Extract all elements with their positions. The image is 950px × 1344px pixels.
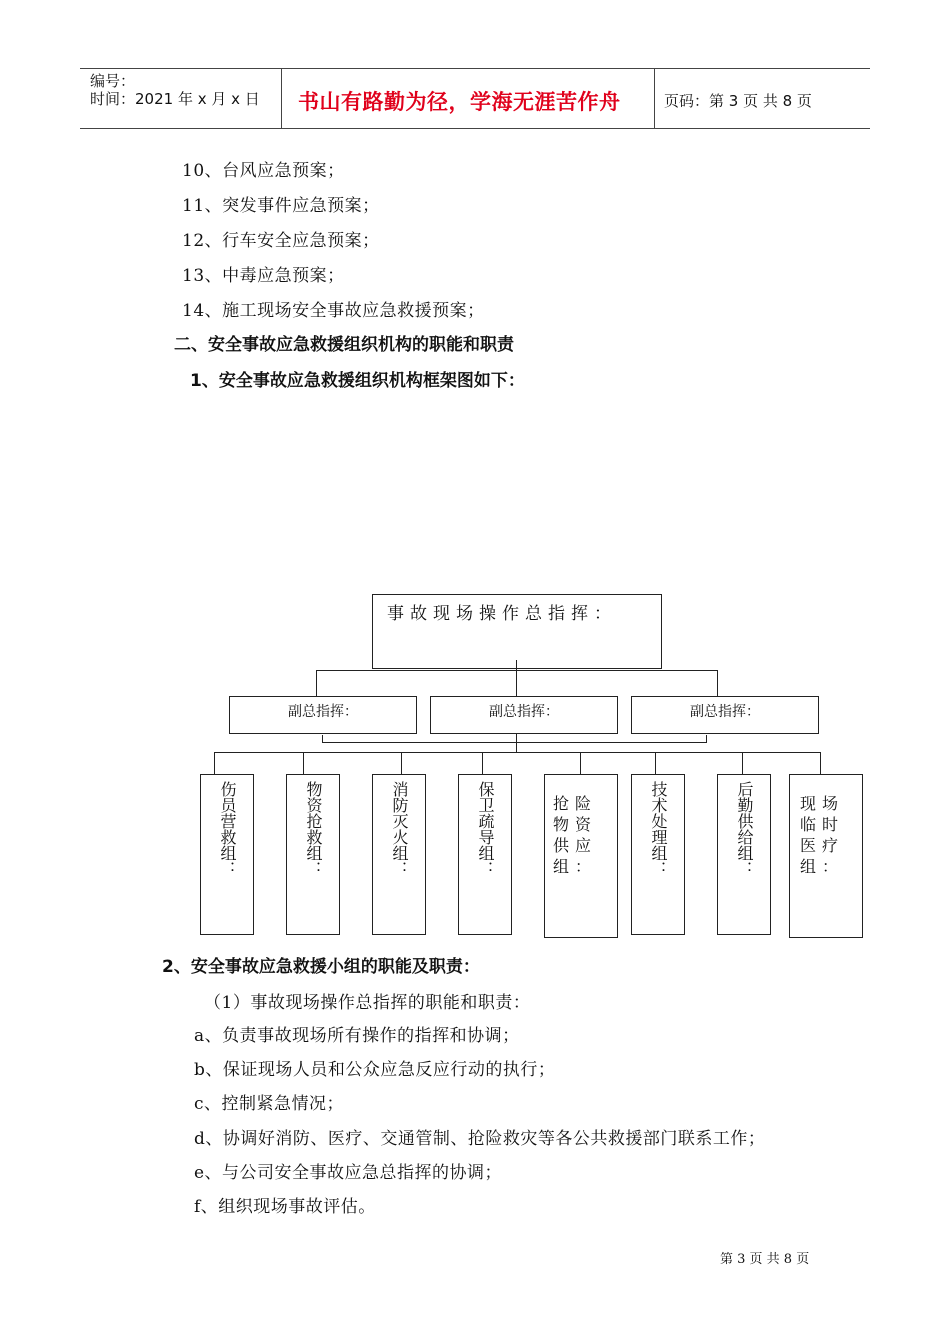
org-connector [401, 752, 402, 774]
org-connector [580, 752, 581, 774]
list-item: b、保证现场人员和公众应急反应行动的执行； [194, 1060, 556, 1080]
org-connector [516, 734, 517, 753]
org-box-group-label: 技术处理组： [649, 781, 668, 877]
org-box-group-label: 现场临时医疗组： [800, 794, 845, 876]
org-connector [214, 752, 820, 753]
header-motto: 书山有路勤为径，学海无涯苦作舟 [298, 90, 621, 114]
org-box-group-label: 保卫疏导组： [476, 781, 495, 877]
org-box-group [717, 774, 771, 935]
document-number-label: 编号： [90, 72, 136, 90]
list-item: 11、突发事件应急预案； [182, 196, 380, 216]
org-box-group-label: 消防灭火组： [390, 781, 409, 877]
list-item: a、负责事故现场所有操作的指挥和协调； [194, 1026, 520, 1046]
org-connector [516, 660, 517, 696]
org-box-deputy-label: 副总指挥： [288, 704, 358, 720]
org-connector [482, 752, 483, 774]
org-connector [303, 752, 304, 774]
list-item: 14、施工现场安全事故应急救援预案； [182, 301, 485, 321]
header-bottom-rule [80, 128, 870, 129]
org-box-group [458, 774, 512, 935]
sub-heading-org-chart: 1、安全事故应急救援组织机构框架图如下： [190, 371, 525, 391]
org-box-deputy [430, 696, 618, 734]
org-box-group [789, 774, 863, 938]
org-box-commander [372, 594, 662, 669]
org-box-group [631, 774, 685, 935]
org-connector [322, 742, 707, 743]
org-connector [316, 670, 317, 696]
header-top-rule [80, 68, 870, 69]
org-connector [316, 670, 718, 671]
org-box-group-label: 后勤供给组： [735, 781, 754, 877]
org-connector [717, 670, 718, 696]
org-box-commander-label: 事故现场操作总指挥： [387, 604, 617, 624]
header-divider-right [654, 68, 655, 129]
org-box-group [372, 774, 426, 935]
page-footer: 第 3 页 共 8 页 [720, 1252, 810, 1267]
org-box-deputy-label: 副总指挥： [690, 704, 760, 720]
org-box-group [200, 774, 254, 935]
org-box-deputy [631, 696, 819, 734]
list-item: c、控制紧急情况； [194, 1094, 345, 1114]
section-heading: 二、安全事故应急救援组织机构的职能和职责 [174, 335, 514, 355]
header-divider-left [281, 68, 282, 129]
org-connector [820, 752, 821, 774]
org-box-group [544, 774, 618, 938]
document-date: 时间：2021 年 x 月 x 日 [90, 90, 260, 108]
sub-heading-duties: 2、安全事故应急救援小组的职能及职责： [162, 957, 480, 977]
list-item: d、协调好消防、医疗、交通管制、抢险救灾等各公共救援部门联系工作； [194, 1129, 766, 1149]
org-connector [655, 752, 656, 774]
org-box-deputy [229, 696, 417, 734]
page-indicator: 页码：第 3 页 共 8 页 [664, 92, 812, 110]
org-box-deputy-label: 副总指挥： [489, 704, 559, 720]
org-connector [742, 752, 743, 774]
org-box-group-label: 抢险物资供应组： [553, 794, 598, 876]
list-item: 13、中毒应急预案； [182, 266, 345, 286]
list-item: 10、台风应急预案； [182, 161, 345, 181]
duty-title: （1）事故现场操作总指挥的职能和职责： [204, 993, 531, 1013]
org-box-group [286, 774, 340, 935]
list-item: 12、行车安全应急预案； [182, 231, 380, 251]
list-item: f、组织现场事故评估。 [194, 1197, 376, 1217]
org-box-group-label: 物资抢救组： [304, 781, 323, 877]
org-connector [214, 752, 215, 774]
org-box-group-label: 伤员营救组： [218, 781, 237, 877]
list-item: e、与公司安全事故应急总指挥的协调； [194, 1163, 503, 1183]
